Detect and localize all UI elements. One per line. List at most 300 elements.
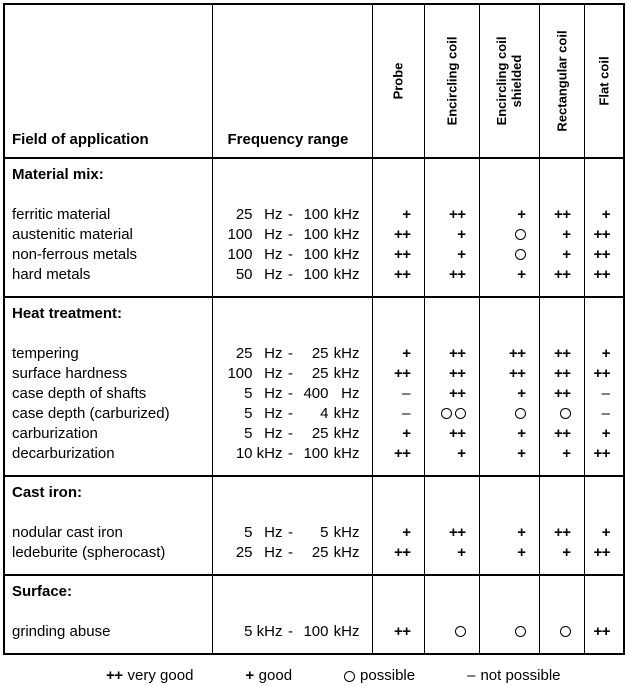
good-plus-icon: + bbox=[601, 345, 610, 362]
row-label: ferritic material bbox=[12, 206, 111, 223]
rating-cell bbox=[373, 424, 411, 444]
frequency-part: Hz bbox=[264, 544, 283, 561]
section-row bbox=[4, 476, 624, 575]
rating-cell bbox=[540, 245, 571, 265]
frequency-value bbox=[213, 543, 360, 563]
good-plus-icon: + bbox=[457, 544, 466, 561]
rating-cell bbox=[480, 523, 526, 543]
legend-item bbox=[245, 666, 292, 686]
spacer bbox=[585, 503, 611, 523]
good-plus-icon: + bbox=[402, 524, 411, 541]
spacer bbox=[12, 324, 212, 344]
rating-column-probe bbox=[372, 158, 424, 297]
frequency-value bbox=[213, 424, 360, 444]
vertical-header-line: Encircling coil bbox=[494, 36, 509, 126]
rating-column-encircling-coil bbox=[424, 158, 479, 297]
frequency-part: 100 bbox=[303, 246, 329, 263]
very-good-plus-icon: ++ bbox=[508, 345, 526, 362]
frequency-part: Hz bbox=[264, 524, 283, 541]
frequency-part: 25 bbox=[311, 544, 329, 561]
rating-cell bbox=[480, 225, 526, 245]
frequency-part: 25 bbox=[311, 345, 329, 362]
not-possible-dash-icon: – bbox=[601, 385, 610, 402]
spacer bbox=[425, 503, 466, 523]
rating-cell bbox=[540, 543, 571, 563]
good-plus-icon: + bbox=[562, 544, 571, 561]
spacer bbox=[12, 602, 212, 622]
rating-cell bbox=[480, 424, 526, 444]
frequency-value bbox=[213, 265, 360, 285]
rating-cell bbox=[373, 523, 411, 543]
frequency-value bbox=[213, 344, 360, 364]
good-plus-icon: + bbox=[517, 544, 526, 561]
spacer bbox=[585, 165, 611, 185]
legend-symbol bbox=[467, 666, 475, 686]
header-row bbox=[4, 4, 624, 158]
possible-circle-icon bbox=[455, 626, 466, 637]
frequency-part: - bbox=[288, 246, 293, 263]
frequency-value bbox=[213, 225, 360, 245]
spacer bbox=[585, 582, 611, 602]
possible-circle-icon bbox=[560, 408, 571, 419]
row-label: ledeburite (spherocast) bbox=[12, 544, 166, 561]
good-plus-icon: + bbox=[601, 524, 610, 541]
spacer bbox=[373, 185, 411, 205]
legend-label: very good bbox=[127, 667, 194, 684]
good-plus-icon: + bbox=[517, 425, 526, 442]
not-possible-dash-icon: – bbox=[601, 405, 610, 422]
possible-circle-icon bbox=[455, 408, 466, 419]
frequency-part: 50 bbox=[235, 266, 253, 283]
spacer bbox=[425, 324, 466, 344]
spacer bbox=[480, 324, 526, 344]
frequency-part: 4 bbox=[320, 405, 329, 422]
spacer bbox=[425, 165, 466, 185]
vertical-header-line: Encircling coil bbox=[444, 36, 459, 126]
rating-cell bbox=[585, 543, 611, 563]
very-good-plus-icon: ++ bbox=[593, 623, 610, 640]
rating-cell bbox=[373, 245, 411, 265]
spacer bbox=[540, 304, 571, 324]
spacer bbox=[213, 503, 360, 523]
spacer bbox=[373, 483, 411, 503]
rating-column-encircling-coil bbox=[424, 575, 479, 654]
rating-cell bbox=[540, 265, 571, 285]
rating-cell bbox=[540, 404, 571, 424]
frequency-part: 10 bbox=[235, 445, 253, 462]
rating-column-encircling-coil-shielded bbox=[479, 158, 539, 297]
spacer bbox=[373, 324, 411, 344]
spacer bbox=[373, 503, 411, 523]
frequency-part: Hz bbox=[264, 425, 283, 442]
very-good-plus-icon: ++ bbox=[393, 246, 411, 263]
rating-cell bbox=[425, 424, 466, 444]
frequency-part: kHz bbox=[256, 623, 283, 640]
frequency-part: 5 bbox=[244, 623, 253, 640]
section-frequency-cell bbox=[212, 297, 372, 476]
frequency-part: - bbox=[288, 524, 293, 541]
spacer bbox=[213, 582, 360, 602]
rating-cell bbox=[425, 622, 466, 642]
very-good-plus-icon: ++ bbox=[593, 445, 610, 462]
rating-cell bbox=[425, 523, 466, 543]
spacer bbox=[540, 602, 571, 622]
frequency-part: Hz bbox=[264, 345, 283, 362]
legend-symbol bbox=[106, 666, 123, 686]
section-frequency-cell bbox=[212, 476, 372, 575]
frequency-value bbox=[213, 245, 360, 265]
rating-cell bbox=[373, 384, 411, 404]
spacer bbox=[480, 582, 526, 602]
frequency-part: 25 bbox=[235, 544, 253, 561]
rating-column-encircling-coil-shielded bbox=[479, 297, 539, 476]
rating-cell bbox=[480, 622, 526, 642]
frequency-part: 25 bbox=[311, 365, 329, 382]
possible-circle-icon bbox=[515, 229, 526, 240]
spacer bbox=[213, 324, 360, 344]
rating-cell bbox=[480, 404, 526, 424]
rating-column-rectangular-coil bbox=[539, 575, 584, 654]
frequency-part: 100 bbox=[303, 226, 329, 243]
rating-cell bbox=[585, 225, 611, 245]
frequency-part: kHz bbox=[333, 246, 360, 263]
frequency-part: 100 bbox=[303, 206, 329, 223]
rating-cell bbox=[373, 543, 411, 563]
frequency-part: kHz bbox=[333, 345, 360, 362]
section-frequency-cell bbox=[212, 575, 372, 654]
rating-column-encircling-coil bbox=[424, 476, 479, 575]
frequency-value bbox=[213, 622, 360, 642]
legend-symbol bbox=[344, 671, 355, 682]
frequency-value bbox=[213, 523, 360, 543]
rating-cell bbox=[540, 205, 571, 225]
spacer bbox=[540, 582, 571, 602]
possible-circle-icon bbox=[515, 408, 526, 419]
legend-item bbox=[106, 666, 193, 686]
legend-label: not possible bbox=[480, 667, 561, 684]
rating-cell bbox=[540, 444, 571, 464]
spacer bbox=[480, 483, 526, 503]
rating-column-flat-coil bbox=[584, 158, 624, 297]
section-field-cell bbox=[4, 158, 212, 297]
frequency-part: Hz bbox=[264, 365, 283, 382]
spacer bbox=[585, 304, 611, 324]
good-plus-icon: + bbox=[601, 206, 610, 223]
spacer bbox=[480, 503, 526, 523]
row-label: case depth (carburized) bbox=[12, 405, 170, 422]
rating-cell bbox=[585, 424, 611, 444]
frequency-part: kHz bbox=[333, 206, 360, 223]
rating-cell bbox=[585, 245, 611, 265]
very-good-plus-icon: ++ bbox=[448, 385, 466, 402]
vertical-header-text bbox=[391, 63, 406, 100]
rating-cell bbox=[585, 523, 611, 543]
section-title: Cast iron: bbox=[12, 484, 83, 501]
frequency-value bbox=[213, 205, 360, 225]
column-header-encircling-coil-shielded bbox=[479, 4, 539, 158]
good-plus-icon: + bbox=[457, 246, 466, 263]
spacer bbox=[373, 602, 411, 622]
frequency-part: - bbox=[288, 445, 293, 462]
rating-cell bbox=[373, 225, 411, 245]
column-header-frequency: Frequency range bbox=[212, 4, 372, 158]
section-row bbox=[4, 158, 624, 297]
row-label: non-ferrous metals bbox=[12, 246, 138, 263]
spacer bbox=[540, 503, 571, 523]
rating-cell bbox=[373, 622, 411, 642]
good-plus-icon: + bbox=[402, 206, 411, 223]
very-good-plus-icon: ++ bbox=[448, 524, 466, 541]
spacer bbox=[373, 165, 411, 185]
spacer bbox=[540, 483, 571, 503]
very-good-plus-icon: ++ bbox=[553, 524, 571, 541]
row-label: surface hardness bbox=[12, 365, 128, 382]
row-label: tempering bbox=[12, 345, 79, 362]
rating-cell bbox=[480, 364, 526, 384]
rating-cell bbox=[540, 225, 571, 245]
row-label: carburization bbox=[12, 425, 98, 442]
section-row bbox=[4, 575, 624, 654]
frequency-part: 5 bbox=[244, 524, 253, 541]
spacer bbox=[585, 185, 611, 205]
very-good-plus-icon: ++ bbox=[553, 206, 571, 223]
frequency-part: 5 bbox=[244, 425, 253, 442]
very-good-plus-icon: ++ bbox=[593, 266, 610, 283]
vertical-header-line: Probe bbox=[390, 62, 406, 100]
rating-cell bbox=[425, 444, 466, 464]
good-plus-icon: + bbox=[457, 226, 466, 243]
frequency-part: 100 bbox=[303, 266, 329, 283]
row-label: grinding abuse bbox=[12, 623, 111, 640]
spacer bbox=[425, 602, 466, 622]
rating-cell bbox=[425, 245, 466, 265]
frequency-part: 100 bbox=[303, 445, 329, 462]
legend-symbol bbox=[245, 666, 253, 686]
spacer bbox=[213, 483, 360, 503]
frequency-part: 100 bbox=[303, 623, 329, 640]
very-good-plus-icon: ++ bbox=[553, 365, 571, 382]
frequency-part: kHz bbox=[333, 365, 360, 382]
frequency-part: 100 bbox=[227, 365, 253, 382]
spacer bbox=[480, 185, 526, 205]
spacer bbox=[540, 185, 571, 205]
section-title: Surface: bbox=[12, 583, 73, 600]
frequency-part: 400 bbox=[303, 385, 329, 402]
good-plus-icon: + bbox=[457, 445, 466, 462]
frequency-part: kHz bbox=[333, 226, 360, 243]
good-plus-icon: + bbox=[517, 206, 526, 223]
spacer bbox=[12, 503, 212, 523]
rating-cell bbox=[585, 444, 611, 464]
frequency-part: kHz bbox=[333, 405, 360, 422]
very-good-plus-icon: ++ bbox=[393, 445, 411, 462]
possible-circle-icon bbox=[515, 249, 526, 260]
rating-cell bbox=[425, 205, 466, 225]
column-header-probe bbox=[372, 4, 424, 158]
spacer bbox=[373, 582, 411, 602]
not-possible-dash-icon: – bbox=[402, 405, 411, 422]
rating-cell bbox=[480, 245, 526, 265]
column-header-rectangular-coil bbox=[539, 4, 584, 158]
rating-cell bbox=[480, 444, 526, 464]
rating-cell bbox=[425, 265, 466, 285]
frequency-part: Hz bbox=[264, 226, 283, 243]
rating-cell bbox=[585, 265, 611, 285]
frequency-part: - bbox=[288, 266, 293, 283]
very-good-plus-icon: ++ bbox=[393, 266, 411, 283]
very-good-plus-icon: ++ bbox=[448, 425, 466, 442]
spacer bbox=[373, 304, 411, 324]
very-good-plus-icon: ++ bbox=[448, 365, 466, 382]
frequency-part: Hz bbox=[264, 206, 283, 223]
rating-column-probe bbox=[372, 297, 424, 476]
frequency-part: 25 bbox=[235, 206, 253, 223]
section-title: Material mix: bbox=[12, 166, 104, 183]
very-good-plus-icon: ++ bbox=[393, 365, 411, 382]
frequency-part: - bbox=[288, 544, 293, 561]
section-title: Heat treatment: bbox=[12, 305, 123, 322]
very-good-plus-icon: ++ bbox=[593, 365, 610, 382]
possible-circle-icon bbox=[344, 671, 355, 682]
frequency-part: - bbox=[288, 365, 293, 382]
vertical-header-text bbox=[494, 37, 524, 126]
row-label: nodular cast iron bbox=[12, 524, 123, 541]
frequency-part: kHz bbox=[333, 544, 360, 561]
rating-cell bbox=[373, 364, 411, 384]
very-good-plus-icon: ++ bbox=[553, 425, 571, 442]
frequency-part: Hz bbox=[264, 405, 283, 422]
row-label: decarburization bbox=[12, 445, 115, 462]
frequency-part: Hz bbox=[264, 385, 283, 402]
frequency-part: 100 bbox=[227, 226, 253, 243]
possible-circle-icon bbox=[560, 626, 571, 637]
very-good-plus-icon: ++ bbox=[448, 345, 466, 362]
good-plus-icon: + bbox=[562, 246, 571, 263]
spacer bbox=[585, 602, 611, 622]
frequency-value bbox=[213, 384, 360, 404]
possible-circle-icon bbox=[515, 626, 526, 637]
section-row bbox=[4, 297, 624, 476]
rating-cell bbox=[373, 205, 411, 225]
row-label: austenitic material bbox=[12, 226, 133, 243]
spacer bbox=[425, 582, 466, 602]
column-header-field: Field of application bbox=[4, 4, 212, 158]
rating-cell bbox=[540, 424, 571, 444]
very-good-plus-icon: ++ bbox=[106, 667, 123, 684]
very-good-plus-icon: ++ bbox=[448, 206, 466, 223]
spacer bbox=[480, 304, 526, 324]
frequency-part: Hz bbox=[264, 246, 283, 263]
rating-cell bbox=[540, 384, 571, 404]
rating-cell bbox=[540, 344, 571, 364]
vertical-header-line: shielded bbox=[509, 54, 524, 108]
good-plus-icon: + bbox=[562, 445, 571, 462]
not-possible-dash-icon: – bbox=[467, 667, 476, 684]
frequency-part: kHz bbox=[333, 266, 360, 283]
very-good-plus-icon: ++ bbox=[393, 623, 411, 640]
frequency-value bbox=[213, 444, 360, 464]
frequency-part: - bbox=[288, 206, 293, 223]
spacer bbox=[480, 602, 526, 622]
rating-cell bbox=[585, 622, 611, 642]
rating-cell bbox=[540, 364, 571, 384]
legend-label: good bbox=[258, 667, 293, 684]
frequency-part: - bbox=[288, 345, 293, 362]
spacer bbox=[213, 185, 360, 205]
rating-column-rectangular-coil bbox=[539, 476, 584, 575]
rating-column-encircling-coil-shielded bbox=[479, 575, 539, 654]
section-field-cell bbox=[4, 575, 212, 654]
column-header-flat-coil bbox=[584, 4, 624, 158]
spacer bbox=[480, 165, 526, 185]
spacer bbox=[213, 602, 360, 622]
vertical-header-text bbox=[444, 37, 459, 126]
frequency-part: kHz bbox=[256, 445, 283, 462]
section-field-cell bbox=[4, 476, 212, 575]
possible-circle-icon bbox=[441, 408, 452, 419]
good-plus-icon: + bbox=[601, 425, 610, 442]
legend-item bbox=[344, 666, 415, 686]
spacer bbox=[540, 324, 571, 344]
rating-column-encircling-coil bbox=[424, 297, 479, 476]
rating-column-rectangular-coil bbox=[539, 158, 584, 297]
rating-cell bbox=[480, 344, 526, 364]
frequency-part: - bbox=[288, 623, 293, 640]
spacer bbox=[585, 483, 611, 503]
rating-column-flat-coil bbox=[584, 297, 624, 476]
rating-cell bbox=[480, 384, 526, 404]
rating-cell bbox=[425, 225, 466, 245]
section-frequency-cell bbox=[212, 158, 372, 297]
frequency-part: - bbox=[288, 226, 293, 243]
rating-column-probe bbox=[372, 476, 424, 575]
spacer bbox=[585, 324, 611, 344]
spacer bbox=[425, 185, 466, 205]
frequency-part: kHz bbox=[333, 445, 360, 462]
rating-cell bbox=[373, 444, 411, 464]
frequency-part: - bbox=[288, 425, 293, 442]
row-label: hard metals bbox=[12, 266, 91, 283]
spacer bbox=[213, 304, 360, 324]
rating-column-flat-coil bbox=[584, 575, 624, 654]
rating-cell bbox=[373, 344, 411, 364]
rating-cell bbox=[480, 543, 526, 563]
rating-cell bbox=[585, 205, 611, 225]
rating-cell bbox=[585, 404, 611, 424]
frequency-part: - bbox=[288, 385, 293, 402]
frequency-part: 5 bbox=[244, 405, 253, 422]
rating-cell bbox=[540, 622, 571, 642]
frequency-part: 100 bbox=[227, 246, 253, 263]
frequency-part: 25 bbox=[235, 345, 253, 362]
spacer bbox=[425, 483, 466, 503]
rating-cell bbox=[540, 523, 571, 543]
rating-cell bbox=[480, 205, 526, 225]
legend-item bbox=[467, 666, 560, 686]
rating-cell bbox=[585, 344, 611, 364]
good-plus-icon: + bbox=[245, 667, 254, 684]
rating-column-probe bbox=[372, 575, 424, 654]
rating-cell bbox=[425, 344, 466, 364]
frequency-part: 5 bbox=[320, 524, 329, 541]
good-plus-icon: + bbox=[402, 425, 411, 442]
rating-cell bbox=[425, 364, 466, 384]
vertical-header-text bbox=[554, 30, 569, 131]
frequency-part: kHz bbox=[333, 524, 360, 541]
frequency-part: Hz bbox=[264, 266, 283, 283]
good-plus-icon: + bbox=[517, 445, 526, 462]
vertical-header-text bbox=[596, 56, 611, 105]
